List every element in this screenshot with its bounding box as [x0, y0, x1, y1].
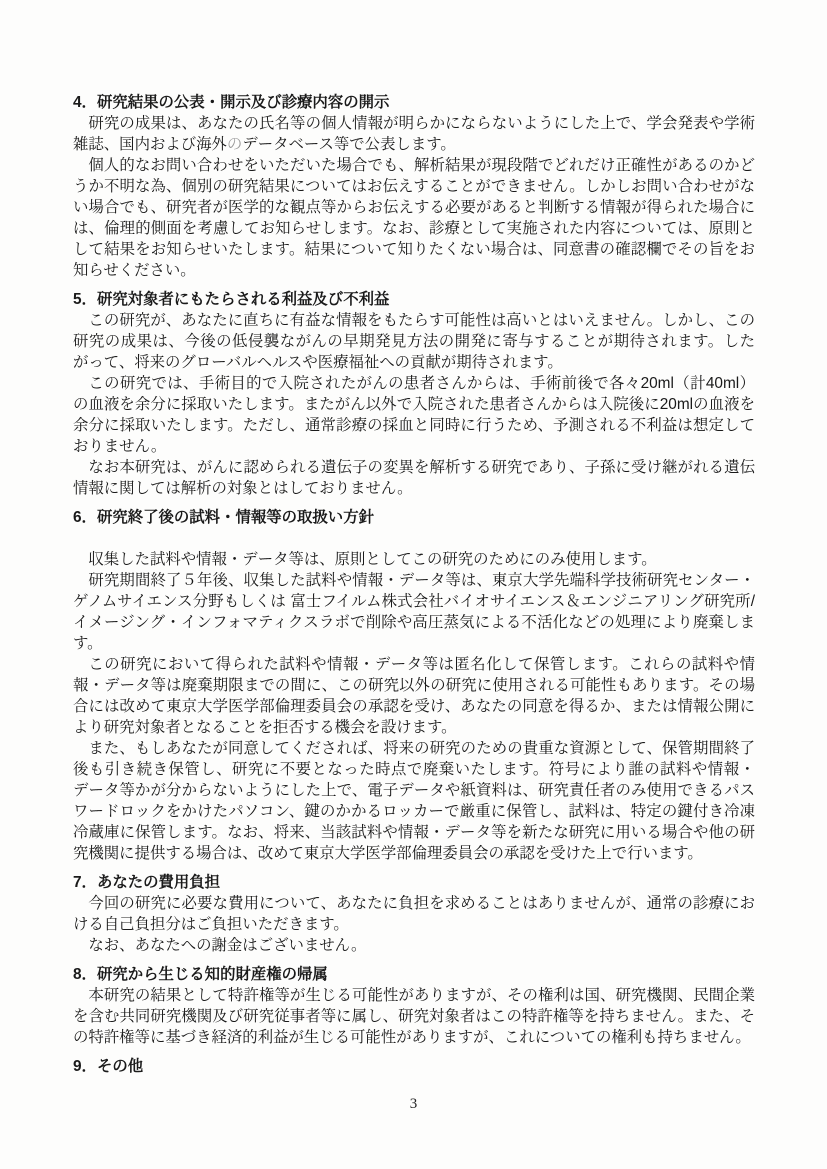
section-5-paragraph-2: この研究では、手術目的で入院されたがんの患者さんからは、手術前後で各々20ml（計40ml）の血液を余分に採取いたします。またがん以外で入院された患者さんからは入院後に20mlの血液を余分に採取いたします。ただし、通常診療の採血と同時に行うため、予測される不利益は想定しておりません。 [73, 375, 755, 455]
section-6-paragraph-1: 収集した試料や情報・データ等は、原則としてこの研究のためにのみ使用します。 [88, 551, 657, 568]
document-body [73, 92, 755, 1077]
blank-line [73, 528, 755, 549]
section-6-heading: 6．研究終了後の試料・情報等の取扱い方針 [73, 509, 374, 526]
paragraph-text: 研究の成果は、あなたの氏名等の個人情報が明らかにならないようにした上で、学会発表や学術雑誌、国内および海外 [73, 115, 755, 153]
section-4-heading: 4．研究結果の公表・開示及び診療内容の開示 [73, 94, 390, 111]
section-7-paragraph-1: 今回の研究に必要な費用について、あなたに負担を求めることはありませんが、通常の診療における自己負担分はご負担いただきます。 [73, 895, 755, 933]
section-6-sample-handling [73, 507, 755, 864]
section-8-paragraph-1: 本研究の結果として特許権等が生じる可能性がありますが、その権利は国、研究機関、民間企業を含む共同研究機関及び研究従事者等に属し、研究対象者はこの特許権等を持ちません。また、その特許権等に基づき経済的利益が生じる可能性がありますが、これについての権利も持ちません。 [73, 987, 755, 1046]
muted-character: の [226, 136, 243, 153]
section-9-other [73, 1056, 755, 1077]
section-6-paragraph-3: この研究において得られた試料や情報・データ等は匿名化して保管します。これらの試料や情報・データ等は廃棄期限までの間に、この研究以外の研究に使用される可能性もあります。その場合には改めて東京大学医学部倫理委員会の承認を受け、あなたの同意を得るか、または情報公開により研究対象者となることを拒否する機会を設けます。 [73, 656, 755, 736]
section-7-costs [73, 872, 755, 956]
section-8-intellectual-property [73, 964, 755, 1048]
section-5-paragraph-1: この研究が、あなたに直ちに有益な情報をもたらす可能性は高いとはいえません。しかし、この研究の成果は、今後の低侵襲ながんの早期発見方法の開発に寄与することが期待されます。したがって、将来のグローバルヘルスや医療福祉への貢献が期待されます。 [73, 312, 755, 371]
section-5-benefits-disadvantages [73, 289, 755, 499]
section-9-heading: 9．その他 [73, 1058, 144, 1075]
section-7-paragraph-2: なお、あなたへの謝金はございません。 [88, 937, 367, 954]
section-4-results-disclosure [73, 92, 755, 281]
section-5-heading: 5．研究対象者にもたらされる利益及び不利益 [73, 291, 390, 308]
section-5-paragraph-3: なお本研究は、がんに認められる遺伝子の変異を解析する研究であり、子孫に受け継がれる遺伝情報に関しては解析の対象とはしておりません。 [73, 459, 755, 497]
section-8-heading: 8．研究から生じる知的財産権の帰属 [73, 966, 328, 983]
page-number: 3 [409, 1096, 418, 1112]
section-6-paragraph-4: また、もしあなたが同意してくだされば、将来の研究のための貴重な資源として、保管期間終了後も引き続き保管し、研究に不要となった時点で廃棄いたします。符号により誰の試料や情報・データ等かが分からないようにした上で、電子データや紙資料は、研究責任者のみ使用できるパスワードロックをかけたパソコン、鍵のかかるロッカーで厳重に保管し、試料は、特定の鍵付き冷凍冷蔵庫に保管します。なお、将来、当該試料や情報・データ等を新たな研究に用いる場合や他の研究機関に提供する場合は、改めて東京大学医学部倫理委員会の承認を受けた上で行います。 [73, 740, 755, 862]
section-4-paragraph-1 [73, 113, 755, 155]
paragraph-text: データベース等で公表します。 [242, 136, 456, 153]
section-6-paragraph-2: 研究期間終了５年後、収集した試料や情報・データ等は、東京大学先端科学技術研究センター・ゲノムサイエンス分野もしくは 富士フイルム株式会社バイオサイエンス＆エンジニアリング研究所/イメージング・インフォマティクスラボで削除や高圧蒸気による不活化などの処理により廃棄します。 [73, 572, 755, 652]
section-7-heading: 7．あなたの費用負担 [73, 874, 221, 891]
section-4-paragraph-2: 個人的なお問い合わせをいただいた場合でも、解析結果が現段階でどれだけ正確性があるのかどうか不明な為、個別の研究結果についてはお伝えすることができません。しかしお問い合わせがない場合でも、研究者が医学的な観点等からお伝えする必要があると判断する情報が得られた場合には、倫理的側面を考慮してお知らせします。なお、診療として実施された内容については、原則として結果をお知らせいたします。結果について知りたくない場合は、同意書の確認欄でその旨をお知らせください。 [73, 157, 755, 279]
